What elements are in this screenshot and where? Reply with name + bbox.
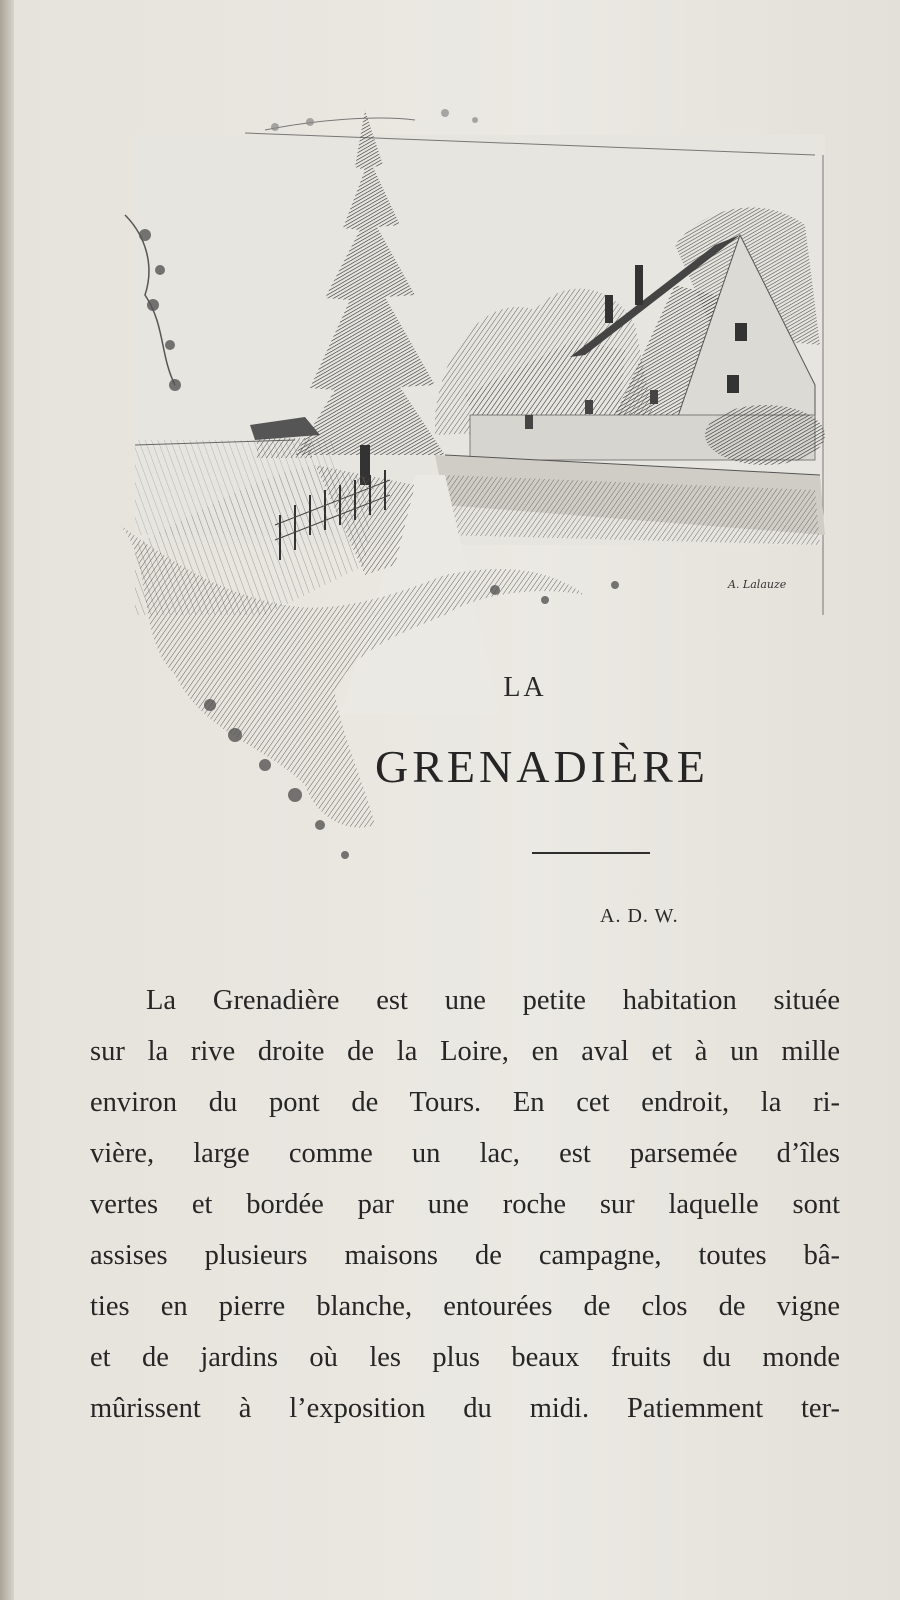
text-line: assises plusieurs maisons de campagne, toutes bâ- [90, 1240, 840, 1271]
text-line: environ du pont de Tours. En cet endroit, la ri- [90, 1087, 840, 1118]
title-rule [532, 852, 650, 854]
text-line: La Grenadière est une petite habitation située [146, 985, 840, 1016]
chapter-title: GRENADIÈRE [375, 741, 709, 792]
artist-signature: A. Lalauze [728, 578, 787, 591]
text-line: sur la rive droite de la Loire, en aval et à un mille [90, 1036, 840, 1067]
chapter-author: A. D. W. [600, 905, 679, 927]
text-line: mûrissent à l’exposition du midi. Patiemment ter- [90, 1393, 840, 1424]
text-line: vière, large comme un lac, est parsemée d’îles [90, 1138, 840, 1169]
body-paragraph [90, 975, 840, 1434]
text-line: vertes et bordée par une roche sur laquelle sont [90, 1189, 840, 1220]
text-line: ties en pierre blanche, entourées de clos de vigne [90, 1291, 840, 1322]
chapter-article: LA [503, 672, 547, 703]
page-gutter [0, 0, 14, 1600]
text-line: et de jardins où les plus beaux fruits du monde [90, 1342, 840, 1373]
